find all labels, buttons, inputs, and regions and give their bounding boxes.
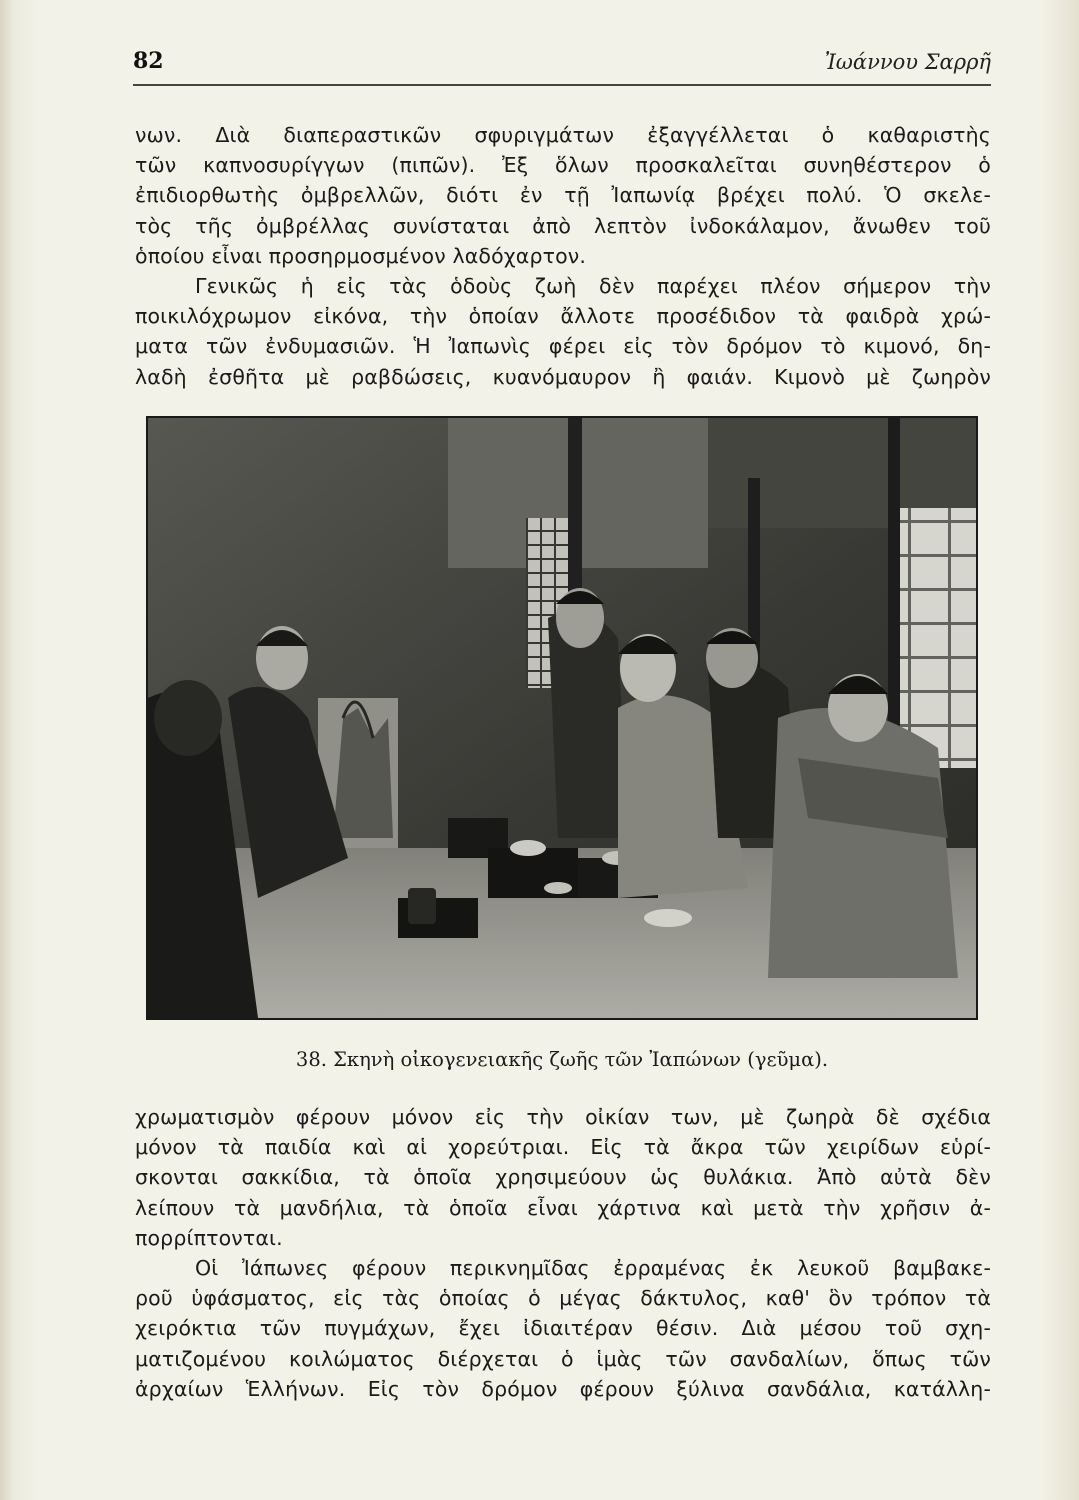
text-line: χειρόκτια τῶν πυγμάχων, ἔχει ἰδιαιτέραν θέσιν. Διὰ μέσου τοῦ σχη-	[135, 1316, 991, 1341]
family-meal-photo	[148, 418, 976, 1018]
figure-caption: 38. Σκηνὴ οἰκογενειακῆς ζωῆς τῶν Ἰαπώνων (γεῦμα).	[295, 1048, 829, 1071]
text-line: ἐπιδιορθωτὴς ὀμβρελλῶν, διότι ἐν τῇ Ἰαπωνίᾳ βρέχει πολύ. Ὁ σκελε-	[135, 183, 991, 208]
text-line: πορρίπτονται.	[135, 1225, 283, 1250]
text-line: ροῦ ὑφάσματος, εἰς τὰς ὁποίας ὁ μέγας δάκτυλος, καθ' ὃν τρόπον τὰ	[135, 1286, 991, 1311]
text-line: ματιζομένου κοιλώματος διέρχεται ὁ ἱμὰς τῶν σανδαλίων, ὅπως τῶν	[135, 1346, 991, 1371]
text-block-top	[135, 120, 991, 392]
text-line: ὁποίου εἶναι προσηρμοσμένον λαδόχαρτον.	[135, 243, 587, 268]
text-block-bottom	[135, 1102, 991, 1404]
text-line: ἀρχαίων Ἑλλήνων. Εἰς τὸν δρόμον φέρουν ξύλινα σανδάλια, κατάλλη-	[135, 1376, 991, 1401]
text-line: μόνον τὰ παιδία καὶ αἱ χορεύτριαι. Εἰς τὰ ἄκρα τῶν χειρίδων εὑρί-	[135, 1135, 991, 1160]
text-line: τῶν καπνοσυρίγγων (πιπῶν). Ἐξ ὅλων προσκαλεῖται συνηθέστερον ὁ	[135, 153, 991, 178]
text-line: Γενικῶς ἡ εἰς τὰς ὁδοὺς ζωὴ δὲν παρέχει πλέον σήμερον τὴν	[195, 274, 991, 299]
page-number: 82	[133, 48, 164, 74]
text-line: Οἱ Ἰάπωνες φέρουν περικνημῖδας ἐρραμένας ἐκ λευκοῦ βαμβακε-	[195, 1256, 991, 1281]
running-head: Ἰωάννου Σαρρῆ	[824, 50, 991, 74]
text-line: λείπουν τὰ μανδήλια, τὰ ὁποῖα εἶναι χάρτινα καὶ μετὰ τὴν χρῆσιν ἀ-	[135, 1195, 991, 1220]
text-line: τὸς τῆς ὀμβρέλλας συνίσταται ἀπὸ λεπτὸν ἰνδοκάλαμον, ἄνωθεν τοῦ	[135, 213, 991, 238]
text-line: νων. Διὰ διαπεραστικῶν σφυριγμάτων ἐξαγγέλλεται ὁ καθαριστὴς	[135, 123, 991, 147]
header-rule	[133, 84, 991, 86]
text-line: ματα τῶν ἐνδυμασιῶν. Ἡ Ἰαπωνὶς φέρει εἰς τὸν δρόμον τὸ κιμονό, δη-	[135, 334, 991, 359]
text-line: λαδὴ ἐσθῆτα μὲ ραβδώσεις, κυανόμαυρον ἢ φαιάν. Κιμονὸ μὲ ζωηρὸν	[135, 364, 991, 389]
text-line: ποικιλόχρωμον εἰκόνα, τὴν ὁποίαν ἄλλοτε προσέδιδον τὰ φαιδρὰ χρώ-	[135, 304, 991, 329]
text-line: σκονται σακκίδια, τὰ ὁποῖα χρησιμεύουν ὡς θυλάκια. Ἀπὸ αὐτὰ δὲν	[135, 1165, 991, 1190]
text-line: χρωματισμὸν φέρουν μόνον εἰς τὴν οἰκίαν των, μὲ ζωηρὰ δὲ σχέδια	[135, 1105, 991, 1129]
photo-figure	[146, 416, 978, 1020]
page-header	[133, 44, 991, 82]
